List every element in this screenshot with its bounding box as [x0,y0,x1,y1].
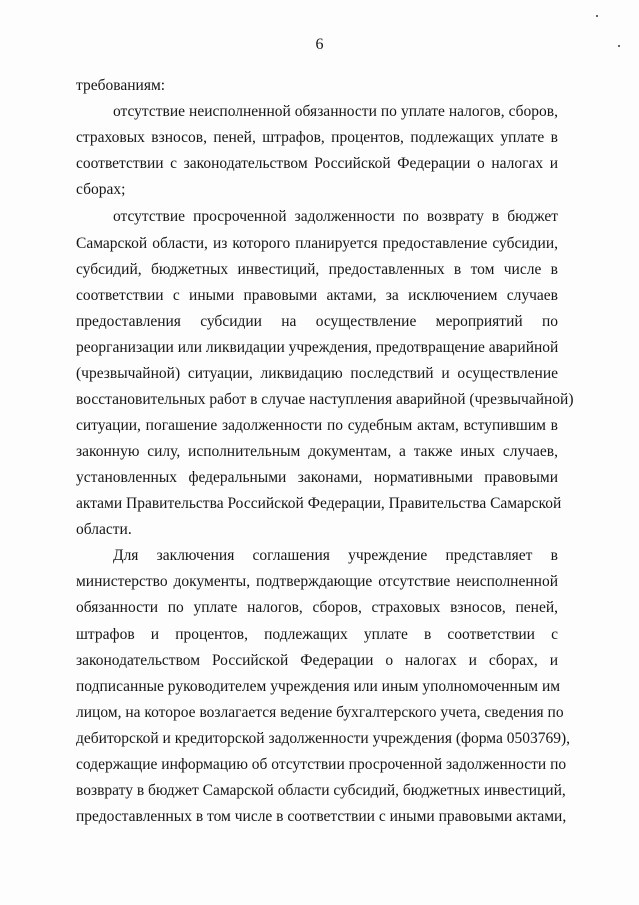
text-line: отсутствие неисполненной обязанности по уплате налогов, сборов, [113,103,558,120]
text-line: лицом, на которое возлагается ведение бухгалтерского учета, сведения по [76,704,564,721]
text-line: ситуации, погашение задолженности по судебным актам, вступившим в [76,417,558,434]
text-line: министерство документы, подтверждающие отсутствие неисполненной [76,573,558,590]
text-line: отсутствие просроченной задолженности по возврату в бюджет [113,208,558,225]
text-line: соответствии с иными правовыми актами, за исключением случаев [76,287,558,304]
text-line: области. [76,521,132,538]
text-line: законодательством Российской Федерации о налогах и сборах, и [76,652,558,669]
text-line: сборах; [76,181,126,198]
text-line: (чрезвычайной) ситуации, ликвидацию последствий и осуществление [76,365,558,382]
text-line: Самарской области, из которого планируется предоставление субсидии, [76,235,558,252]
text-line: требованиям: [76,77,166,94]
page-number: 6 [315,36,324,53]
text-line: предоставленных в том числе в соответствии с иными правовыми актами, [76,808,567,825]
text-line: восстановительных работ в случае наступления аварийной (чрезвычайной) [76,391,574,408]
text-line: субсидий, бюджетных инвестиций, предоставленных в том числе в [76,261,558,278]
text-line: возврату в бюджет Самарской области субсидий, бюджетных инвестиций, [76,782,566,799]
text-line: обязанности по уплате налогов, сборов, страховых взносов, пеней, [76,599,558,616]
scan-speck [618,45,620,47]
text-line: актами Правительства Российской Федерации, Правительства Самарской [76,495,562,512]
text-line: предоставления субсидии на осуществление мероприятий по [76,313,558,330]
text-line: Для заключения соглашения учреждение представляет в [113,547,558,564]
text-line: содержащие информацию об отсутствии просроченной задолженности по [76,756,567,773]
text-line: реорганизации или ликвидации учреждения, предотвращение аварийной [76,339,559,356]
text-line: законную силу, исполнительным документам, а также иных случаев, [76,443,558,460]
text-line: страховых взносов, пеней, штрафов, процентов, подлежащих уплате в [76,129,558,146]
text-line: дебиторской и кредиторской задолженности учреждения (форма 0503769), [76,730,571,747]
scan-speck [596,15,598,17]
text-line: установленных федеральными законами, нормативными правовыми [76,469,558,486]
text-line: соответствии с законодательством Российской Федерации о налогах и [76,155,558,172]
text-line: штрафов и процентов, подлежащих уплате в соответствии с [76,626,558,643]
text-line: подписанные руководителем учреждения или иным уполномоченным им [76,678,561,695]
